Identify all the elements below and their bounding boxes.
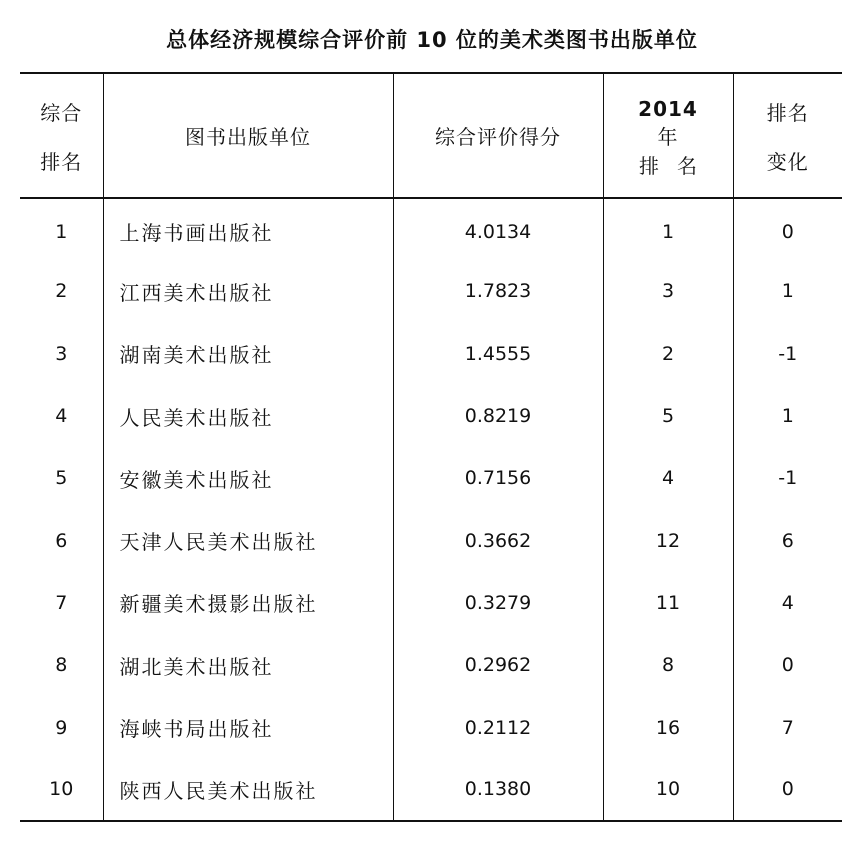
cell-rank-2014: 3 <box>603 260 733 322</box>
cell-rank: 4 <box>20 385 103 447</box>
cell-rank-2014: 2 <box>603 323 733 385</box>
cell-publisher: 人民美术出版社 <box>103 385 393 447</box>
cell-rank-change: -1 <box>778 467 798 490</box>
header-row <box>20 73 842 198</box>
header-overall-rank-line1: 综合 <box>40 100 83 125</box>
cell-rank-change: -1 <box>778 342 798 365</box>
header-publisher: 图书出版单位 <box>103 73 393 198</box>
cell-score: 1.4555 <box>393 323 603 385</box>
cell-score: 0.8219 <box>393 385 603 447</box>
cell-publisher: 上海书画出版社 <box>103 198 393 260</box>
table-title: 总体经济规模综合评价前 10 位的美术类图书出版单位 <box>166 28 698 52</box>
cell-rank: 7 <box>20 572 103 634</box>
cell-score: 0.2962 <box>393 634 603 696</box>
cell-publisher: 海峡书局出版社 <box>103 696 393 758</box>
cell-rank: 6 <box>20 509 103 571</box>
header-overall-rank <box>20 73 103 198</box>
cell-score: 4.0134 <box>393 198 603 260</box>
cell-score: 0.3279 <box>393 572 603 634</box>
table-row <box>20 572 842 634</box>
cell-rank-change: 6 <box>781 529 794 552</box>
table-row <box>20 509 842 571</box>
cell-score: 0.7156 <box>393 447 603 509</box>
header-rank-change <box>733 73 842 198</box>
cell-publisher: 新疆美术摄影出版社 <box>103 572 393 634</box>
header-score: 综合评价得分 <box>393 73 603 198</box>
cell-rank-2014: 5 <box>603 385 733 447</box>
cell-score: 0.1380 <box>393 759 603 821</box>
cell-rank-2014: 16 <box>603 696 733 758</box>
cell-rank-2014: 12 <box>603 509 733 571</box>
table-row <box>20 198 842 260</box>
table-row <box>20 323 842 385</box>
cell-score: 0.3662 <box>393 509 603 571</box>
cell-rank-change: 1 <box>781 405 794 428</box>
cell-publisher: 湖南美术出版社 <box>103 323 393 385</box>
cell-rank: 8 <box>20 634 103 696</box>
cell-publisher: 安徽美术出版社 <box>103 447 393 509</box>
cell-rank-change: 0 <box>781 654 794 677</box>
header-rank-change-line2: 变化 <box>766 149 809 174</box>
header-overall-rank-line2: 排名 <box>40 149 83 174</box>
table-row <box>20 696 842 758</box>
cell-publisher: 湖北美术出版社 <box>103 634 393 696</box>
table-row <box>20 260 842 322</box>
header-rank-change-line1: 排名 <box>766 100 809 125</box>
cell-publisher: 江西美术出版社 <box>103 260 393 322</box>
cell-rank: 5 <box>20 447 103 509</box>
cell-rank-change: 7 <box>781 716 794 739</box>
cell-rank-2014: 4 <box>603 447 733 509</box>
header-2014-rank-label: 排名 <box>639 153 715 178</box>
table-row <box>20 447 842 509</box>
cell-rank-2014: 1 <box>603 198 733 260</box>
cell-publisher: 陕西人民美术出版社 <box>103 759 393 821</box>
cell-rank-change: 4 <box>781 591 794 614</box>
header-2014-rank <box>603 73 733 198</box>
cell-publisher: 天津人民美术出版社 <box>103 509 393 571</box>
cell-rank-change: 0 <box>781 220 794 243</box>
cell-rank: 9 <box>20 696 103 758</box>
header-year-suffix: 年 <box>657 124 679 149</box>
cell-rank-2014: 10 <box>603 759 733 821</box>
header-year-number: 2014 <box>638 96 698 121</box>
cell-score: 0.2112 <box>393 696 603 758</box>
cell-rank-2014: 11 <box>603 572 733 634</box>
ranking-table <box>20 72 842 822</box>
cell-rank: 1 <box>20 198 103 260</box>
cell-rank: 10 <box>20 759 103 821</box>
cell-rank-change: 1 <box>781 280 794 303</box>
cell-rank: 3 <box>20 323 103 385</box>
cell-score: 1.7823 <box>393 260 603 322</box>
cell-rank: 2 <box>20 260 103 322</box>
table-row <box>20 759 842 821</box>
header-2014-rank-year <box>638 97 698 150</box>
cell-rank-2014: 8 <box>603 634 733 696</box>
table-row <box>20 385 842 447</box>
table-row <box>20 634 842 696</box>
cell-rank-change: 0 <box>733 759 842 821</box>
